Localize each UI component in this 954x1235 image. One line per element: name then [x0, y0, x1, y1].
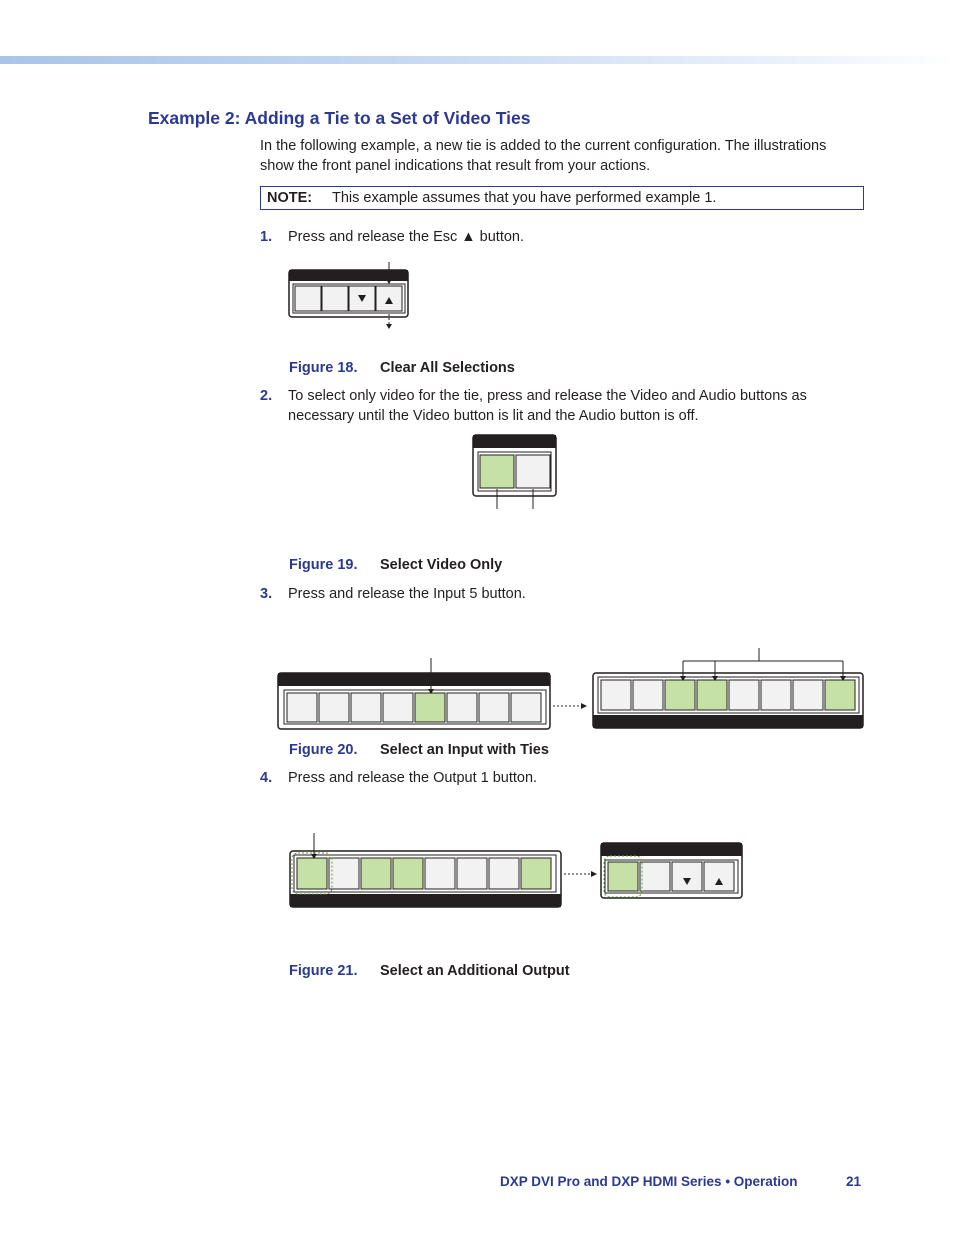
note-label: NOTE:: [267, 190, 313, 206]
figure-title: Select Video Only: [380, 557, 503, 573]
page-number: 21: [846, 1174, 862, 1189]
figure-21-illustration: [280, 828, 750, 913]
step-number: 4.: [260, 770, 273, 786]
figure-20-caption: [289, 742, 549, 758]
figure-18-illustration: [280, 262, 420, 337]
footer-title: DXP DVI Pro and DXP HDMI Series • Operation: [500, 1174, 798, 1189]
step-number: 3.: [260, 586, 273, 602]
header-gradient-bar: [0, 56, 954, 64]
figure-18-caption: [289, 360, 515, 376]
figure-number: Figure 19.: [289, 557, 358, 573]
step-text: Press and release the Input 5 button.: [288, 586, 526, 602]
step-text: To select only video for the tie, press and release the Video and Audio buttons as necessary until the Video button is lit and the Audio button is off.: [288, 388, 807, 424]
figure-number: Figure 21.: [289, 963, 358, 979]
step-text: Press and release the Output 1 button.: [288, 770, 538, 786]
step-number: 2.: [260, 388, 273, 404]
note-text: This example assumes that you have performed example 1.: [332, 190, 717, 206]
figure-title: Clear All Selections: [380, 360, 515, 376]
note-box: [260, 186, 864, 210]
section-heading: Example 2: Adding a Tie to a Set of Video Ties: [148, 108, 531, 128]
figure-20-illustration: [270, 645, 870, 735]
figure-21-caption: [289, 963, 570, 979]
intro-paragraph: In the following example, a new tie is added to the current configuration. The illustrations show the front panel indications that result from your actions.: [260, 138, 827, 174]
video-button: [480, 455, 514, 488]
audio-button: [516, 455, 550, 488]
figure-19-illustration: [466, 430, 566, 512]
step-number: 1.: [260, 229, 273, 245]
figure-title: Select an Additional Output: [380, 963, 570, 979]
step-text: Press and release the Esc ▲ button.: [288, 229, 525, 245]
figure-number: Figure 18.: [289, 360, 358, 376]
figure-number: Figure 20.: [289, 742, 358, 758]
figure-title: Select an Input with Ties: [380, 742, 549, 758]
figure-19-caption: [289, 557, 503, 573]
